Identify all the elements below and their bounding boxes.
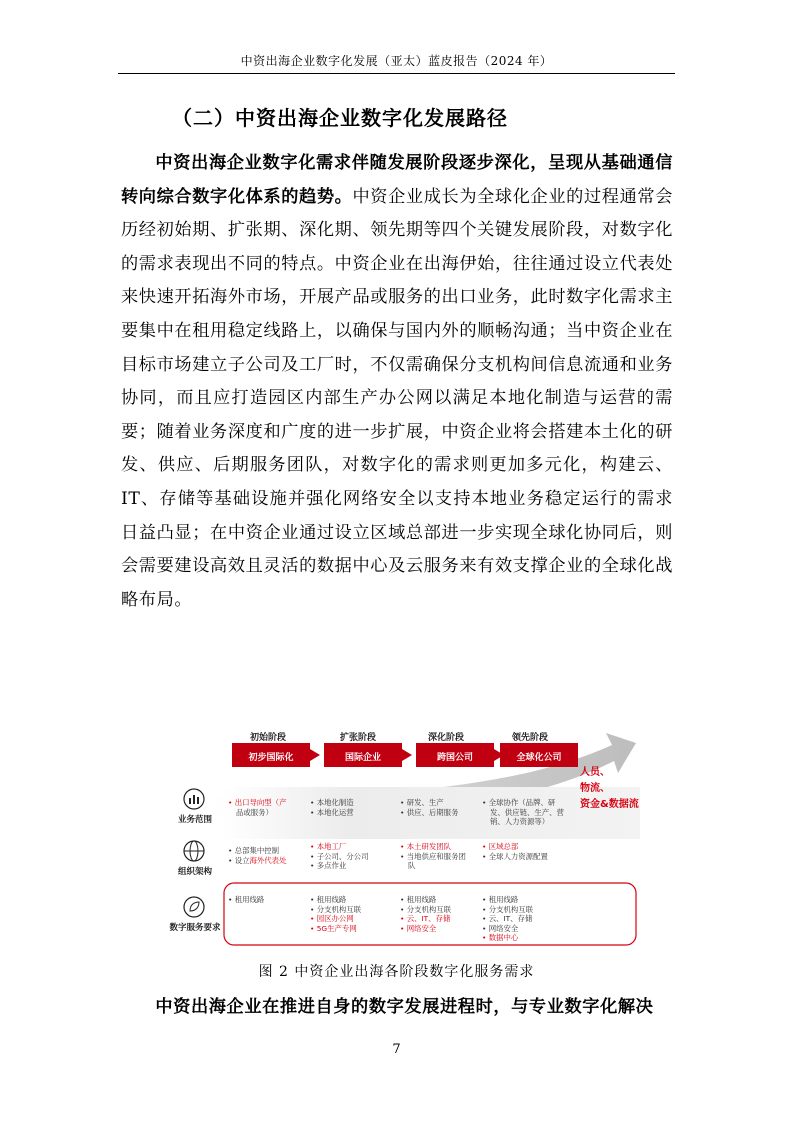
stage-box-4: 全球化公司 [516,753,562,763]
cell-business-3: • 研发、生产 • 供应、后期服务 [400,798,459,817]
stage-phase-2: 扩张阶段 [340,733,377,743]
section-title: （二）中资出海企业数字化发展路径 [172,106,508,130]
cell-digital-2: • 租用线路 • 分支机构互联 • 园区办公网 • 5G生产专网 [310,895,362,933]
body-paragraph [121,147,673,617]
figure-caption: 图 2 中资企业出海各阶段数字化服务需求 [258,964,535,980]
cell-business-1: • 出口导向型（产 品或服务） [228,798,287,817]
cell-business-4: • 全球协作（品牌、研 发、供应链、生产、营 销、人力资源等） [482,798,564,827]
cell-digital-1: • 租用线路 [228,895,265,904]
globe-icon [184,841,204,861]
figure [160,727,640,953]
cell-organization-2: • 本地工厂 • 子公司、分公司 • 多点作业 [310,842,369,871]
arrow-text-1: 人员、 [580,767,610,778]
row-label-business: 业务范围 [177,815,212,825]
stage-box-1: 初步国际化 [248,753,294,763]
stage-phase-1: 初始阶段 [250,733,287,743]
stage-phase-4: 领先阶段 [512,733,549,743]
stage-box-3: 跨国公司 [436,753,473,763]
cell-organization-1: • 总部集中控制 • 设立海外代表处 [228,846,287,865]
arrow-text-2: 物流、 [580,783,610,794]
running-header: 中资出海企业数字化发展（亚太）蓝皮报告（2024 年） [240,54,553,68]
stage-phase-3: 深化阶段 [428,733,465,743]
paragraph-bold-lead: 中资出海企业数字化需求伴随发展阶段逐步深化，呈现从基础通信转向综合数字化体系的趋势。 [121,153,673,207]
page-number: 7 [392,1042,401,1057]
cell-business-2: • 本地化制造 • 本地化运营 [310,798,354,817]
stage-box-2: 国际企业 [344,753,381,763]
cell-organization-3: • 本土研发团队 • 当地供应和服务团 队 [400,842,466,871]
header-rule [118,73,675,74]
closing-line: 中资出海企业在推进自身的数字发展进程时，与专业数字化解决 [155,997,654,1017]
row-label-organization: 组织架构 [177,867,212,877]
cell-organization-4: • 区域总部 • 全球人力资源配置 [482,842,548,861]
arrow-text-3: 资金&数据流 [580,799,639,810]
paragraph-text: 中资企业成长为全球化企业的过程通常会历经初始期、扩张期、深化期、领先期等四个关键发展阶段，对数字化的需求表现出不同的特点。中资企业在出海伊始，往往通过设立代表处来快速开拓海外市场，开展产品或服务的出口业务，此时数字化需求主要集中在租用稳定线路上，以确保与国内外的顺畅沟通；当中资企业在目标市场建立子公司及工厂时，不仅需确保分支机构间信息流通和业务协同，而且应打造园区内部生产办公网以满足本地化制造与运营的需要；随着业务深度和广度的进一步扩展，中资企业将会搭建本土化的研发、供应、后期服务团队，对数字化的需求则更加多元化，构建云、IT、存储等基础设施并强化网络安全以支持本地业务稳定运行的需求日益凸显；在中资企业通过设立区域总部进一步实现全球化协同后，则会需要建设高效且灵活的数据中心及云服务来有效支撑企业的全球化战略布局。 [121,186,673,610]
row-label-digital: 数字服务要求 [169,923,221,933]
leaf-icon [184,897,204,917]
cell-digital-4: • 租用线路 • 分支机构互联 • 云、IT、存储 • 网络安全 • 数据中心 [482,895,534,943]
cell-digital-3: • 租用线路 • 分支机构互联 • 云、IT、存储 • 网络安全 [400,895,452,933]
